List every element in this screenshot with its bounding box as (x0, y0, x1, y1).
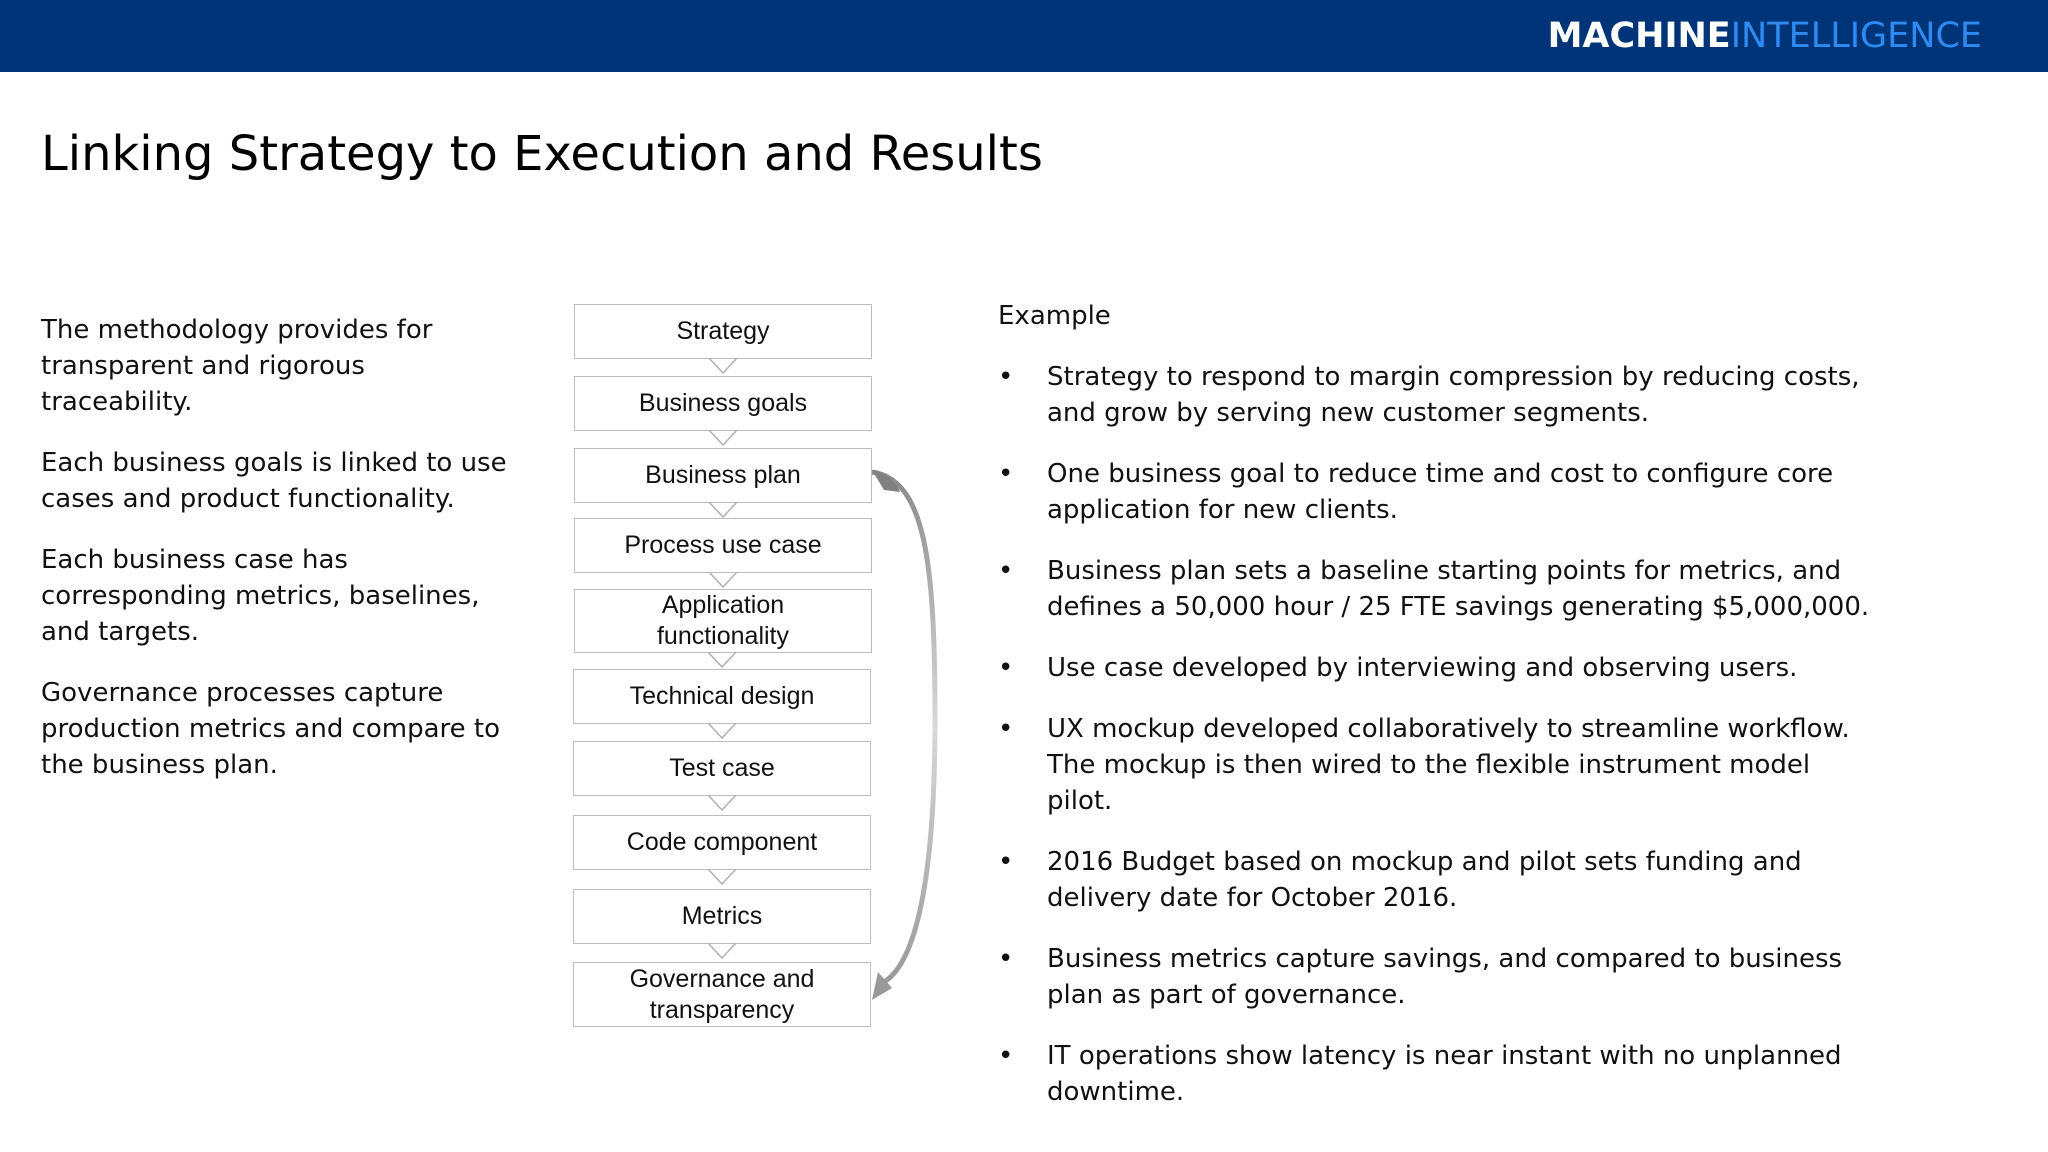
methodology-paragraph-1: The methodology provides for transparent and rigorous traceability. (41, 315, 433, 417)
chevron-down-icon (708, 430, 738, 446)
chevron-down-icon (707, 943, 737, 959)
chevron-down-icon (708, 572, 738, 588)
example-bullet (998, 456, 1878, 528)
chevron-down-icon (707, 723, 737, 739)
methodology-paragraph-4: Governance processes capture production metrics and compare to the business plan. (41, 678, 501, 780)
example-bullet (998, 844, 1878, 916)
example-bullet (998, 553, 1878, 625)
bullet-icon: • (998, 944, 1014, 974)
methodology-text (41, 312, 521, 808)
flow-step-technical-design: Technical design (573, 669, 871, 724)
logo-part-machine: MACHINE (1547, 16, 1731, 56)
header-bar (0, 0, 2048, 72)
bullet-icon: • (998, 714, 1014, 744)
example-bullet-list (998, 359, 1878, 1110)
bullet-icon: • (998, 362, 1014, 392)
slide-title: Linking Strategy to Execution and Results (41, 126, 1043, 182)
example-bullet-text: Business plan sets a baseline starting points for metrics, and defines a 50,000 hour / 25 FTE savings generating $5,000,000. (1047, 556, 1870, 622)
machine-intelligence-logo (1548, 14, 1982, 58)
chevron-down-icon (707, 652, 737, 668)
chevron-down-icon (708, 502, 738, 518)
example-bullet-text: Strategy to respond to margin compression by reducing costs, and grow by serving new customer segments. (1047, 362, 1860, 428)
example-bullet-text: Use case developed by interviewing and observing users. (1047, 653, 1798, 683)
bullet-icon: • (998, 556, 1014, 586)
flow-step-strategy: Strategy (574, 304, 872, 359)
example-bullet-text: 2016 Budget based on mockup and pilot sets funding and delivery date for October 2016. (1047, 847, 1802, 913)
logo-part-intelligence: INTELLIGENCE (1730, 16, 1982, 56)
flow-step-process-use-case: Process use case (574, 518, 872, 573)
example-bullet-text: Business metrics capture savings, and compared to business plan as part of governance. (1047, 944, 1843, 1010)
example-bullet (998, 941, 1878, 1013)
flow-step-governance-and-transparency: Governance and transparency (573, 962, 871, 1027)
chevron-down-icon (707, 795, 737, 811)
example-bullet (998, 359, 1878, 431)
example-bullet (998, 650, 1878, 686)
chevron-down-icon (707, 869, 737, 885)
bullet-icon: • (998, 847, 1014, 877)
flow-step-code-component: Code component (573, 815, 871, 870)
example-bullet (998, 1038, 1878, 1110)
chevron-down-icon (708, 358, 738, 374)
flow-step-test-case: Test case (573, 741, 871, 796)
example-panel (998, 298, 1878, 1135)
bullet-icon: • (998, 459, 1014, 489)
example-bullet-text: One business goal to reduce time and cost to configure core application for new clients. (1047, 459, 1834, 525)
example-bullet (998, 711, 1878, 819)
bullet-icon: • (998, 653, 1014, 683)
methodology-paragraph-2: Each business goals is linked to use cases and product functionality. (41, 448, 507, 514)
bullet-icon: • (998, 1041, 1014, 1071)
example-heading: Example (998, 301, 1111, 331)
example-bullet-text: UX mockup developed collaboratively to streamline workflow. The mockup is then wired to the flexible instrument model pilot. (1047, 714, 1850, 816)
flow-step-application-functionality: Application functionality (574, 589, 872, 653)
example-bullet-text: IT operations show latency is near instant with no unplanned downtime. (1047, 1041, 1842, 1107)
flow-step-business-plan: Business plan (574, 448, 872, 503)
flow-step-metrics: Metrics (573, 889, 871, 944)
methodology-paragraph-3: Each business case has corresponding metrics, baselines, and targets. (41, 545, 480, 647)
flow-step-business-goals: Business goals (574, 376, 872, 431)
